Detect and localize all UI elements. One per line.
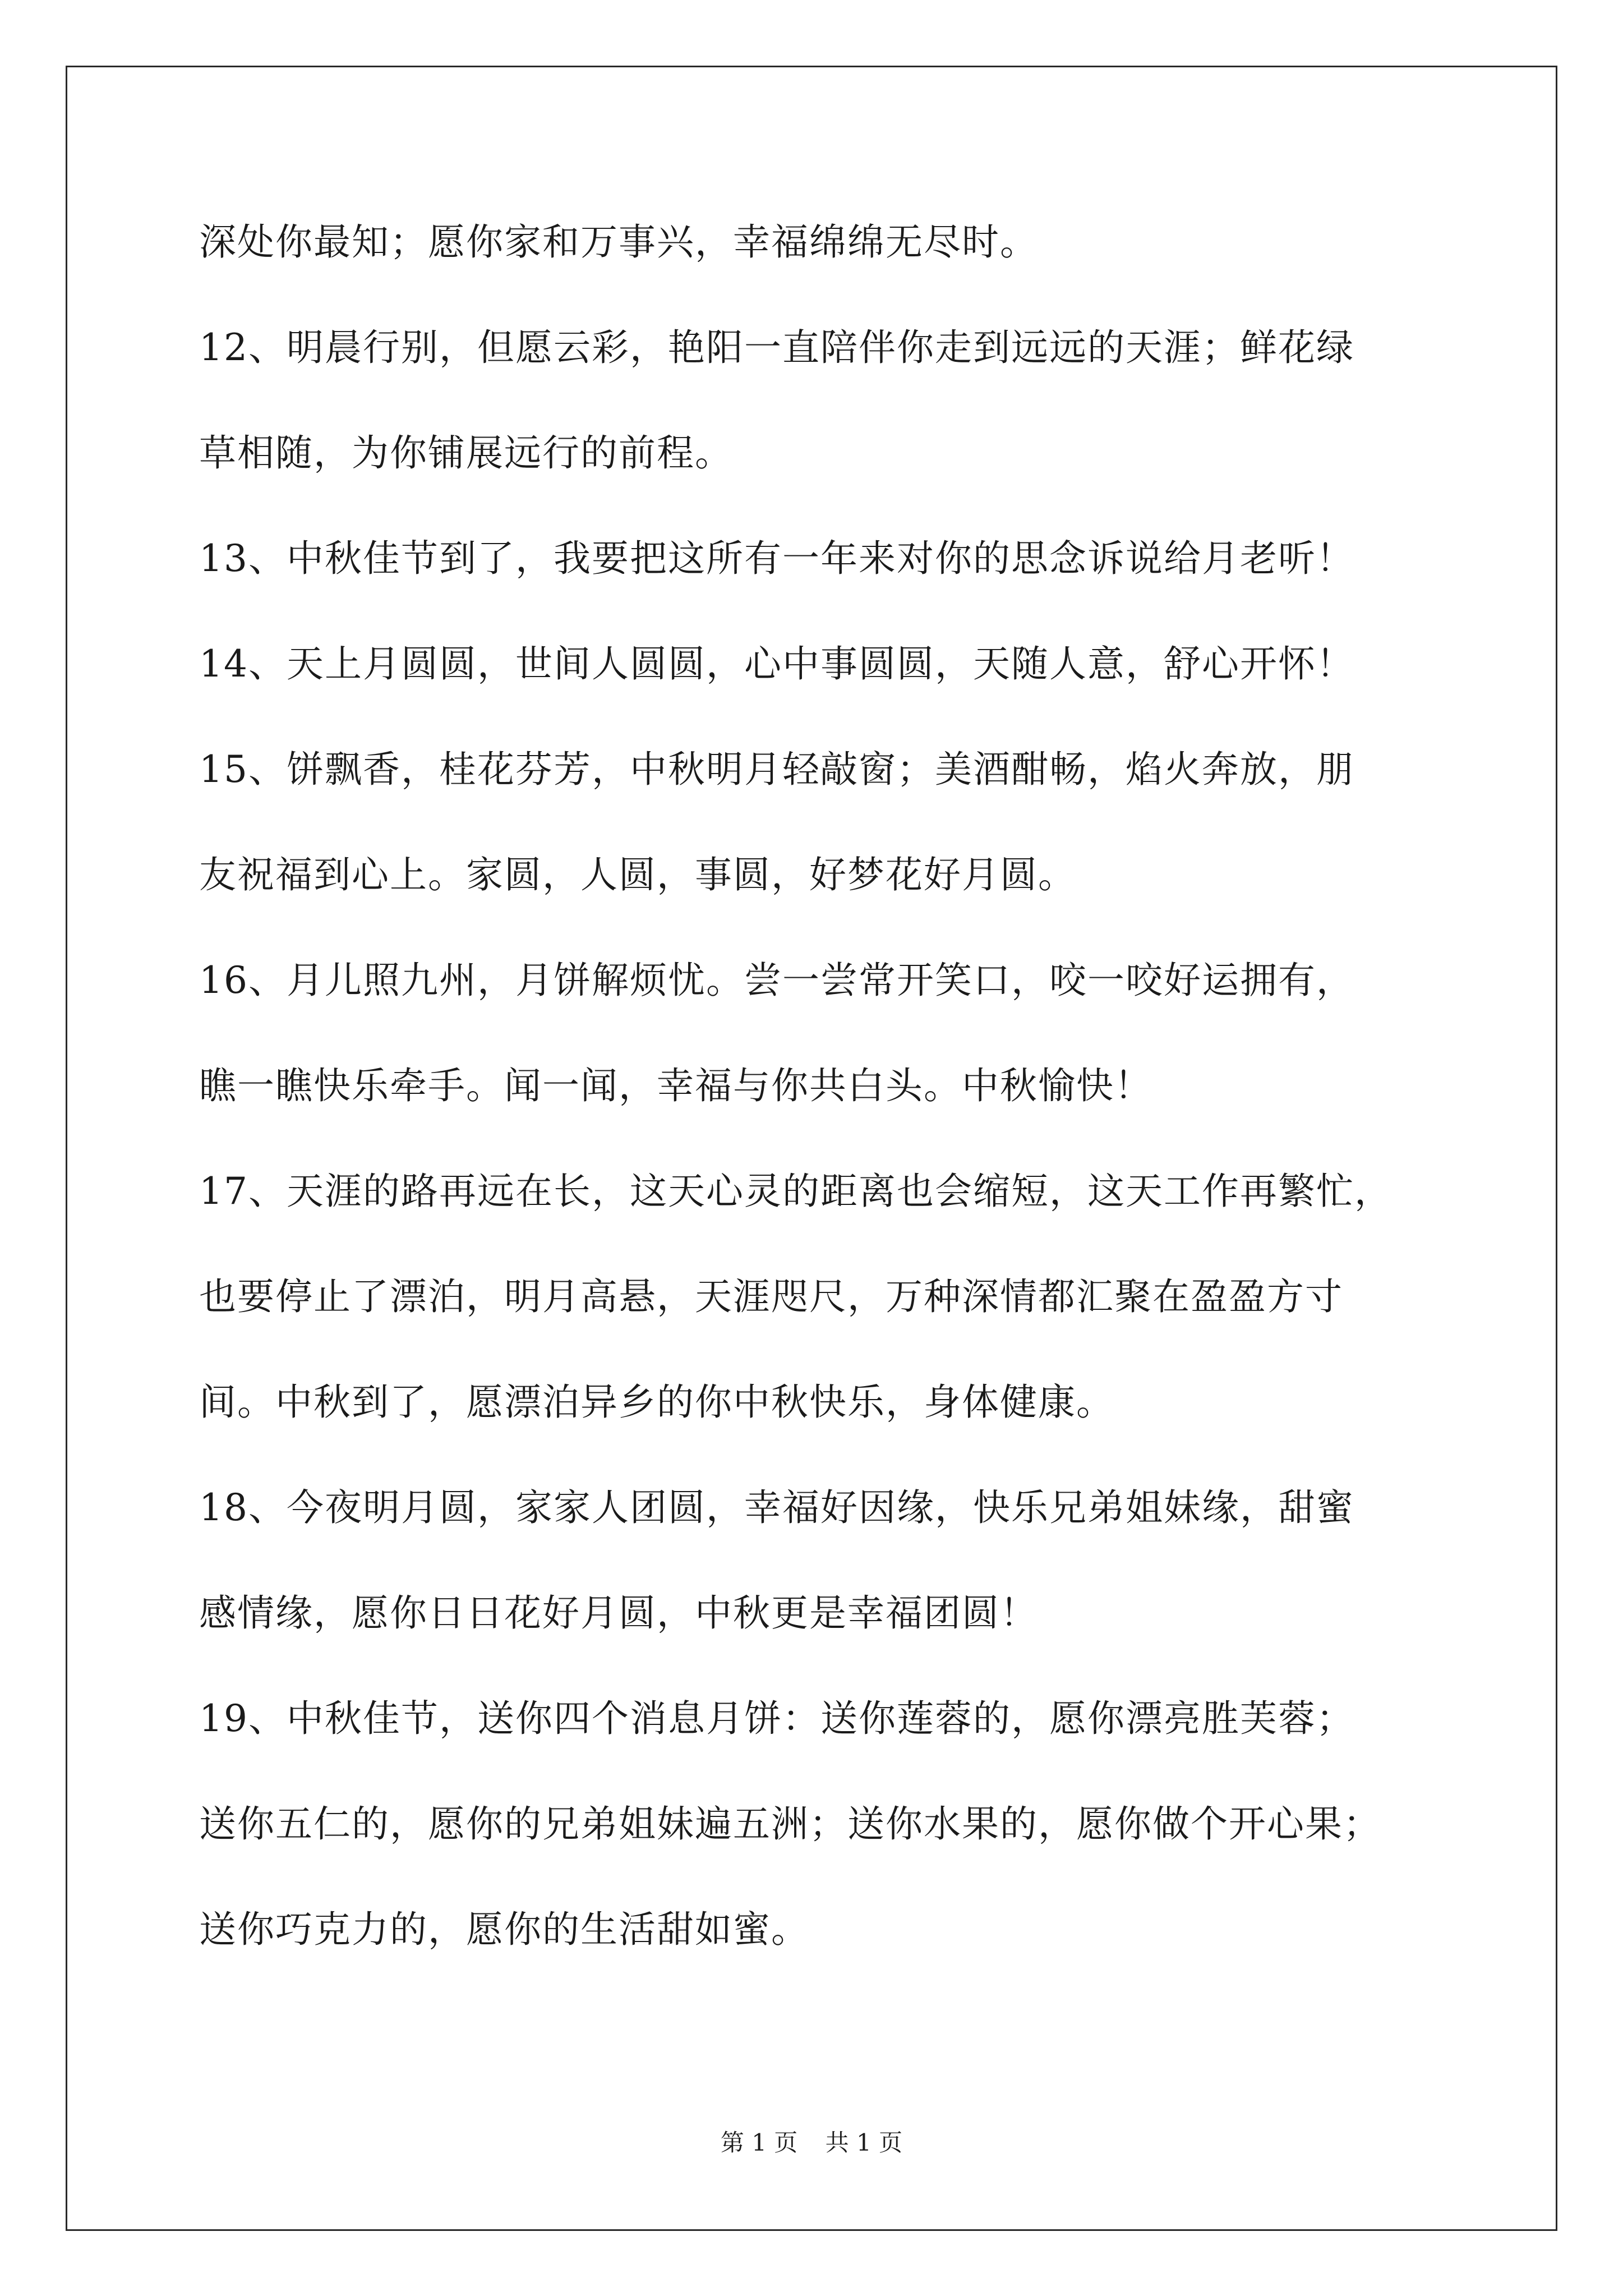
text-line: 感情缘，愿你日日花好月圆，中秋更是幸福团圆！ bbox=[199, 1591, 1038, 1635]
text-line: 瞧一瞧快乐牵手。闻一闻，幸福与你共白头。中秋愉快！ bbox=[199, 1064, 1152, 1107]
text-line: 送你五仁的，愿你的兄弟姐妹遍五洲；送你水果的，愿你做个开心果； bbox=[199, 1802, 1381, 1846]
text-line: 13、中秋佳节到了，我要把这所有一年来对你的思念诉说给月老听！ bbox=[199, 537, 1354, 580]
page-footer bbox=[0, 2129, 1623, 2157]
text-line: 送你巧克力的，愿你的生活甜如蜜。 bbox=[199, 1908, 809, 1951]
text-line: 16、月儿照九州，月饼解烦忧。尝一尝常开笑口，咬一咬好运拥有， bbox=[199, 959, 1354, 1002]
text-line: 间。中秋到了，愿漂泊异乡的你中秋快乐，身体健康。 bbox=[199, 1381, 1114, 1424]
text-line: 14、天上月圆圆，世间人圆圆，心中事圆圆，天随人意，舒心开怀！ bbox=[199, 642, 1354, 685]
text-line: 17、天涯的路再远在长，这天心灵的距离也会缩短，这天工作再繁忙， bbox=[199, 1170, 1393, 1213]
text-line: 18、今夜明月圆，家家人团圆，幸福好因缘，快乐兄弟姐妹缘，甜蜜 bbox=[199, 1486, 1354, 1529]
text-line: 草相随，为你铺展远行的前程。 bbox=[199, 431, 733, 475]
text-line: 15、饼飘香，桂花芬芳，中秋明月轻敲窗；美酒酣畅，焰火奔放，朋 bbox=[199, 748, 1354, 791]
page-number-total: 共 1 页 bbox=[825, 2129, 903, 2156]
text-line: 12、明晨行别，但愿云彩，艳阳一直陪伴你走到远远的天涯；鲜花绿 bbox=[199, 326, 1354, 369]
page-number-current: 第 1 页 bbox=[720, 2129, 798, 2156]
document-body bbox=[199, 214, 1461, 2007]
text-line: 也要停止了漂泊，明月高悬，天涯咫尺，万种深情都汇聚在盈盈方寸 bbox=[199, 1275, 1343, 1318]
text-line: 友祝福到心上。家圆，人圆，事圆，好梦花好月圆。 bbox=[199, 853, 1076, 896]
text-line: 19、中秋佳节，送你四个消息月饼：送你莲蓉的，愿你漂亮胜芙蓉； bbox=[199, 1697, 1354, 1740]
text-line: 深处你最知；愿你家和万事兴，幸福绵绵无尽时。 bbox=[199, 220, 1038, 264]
